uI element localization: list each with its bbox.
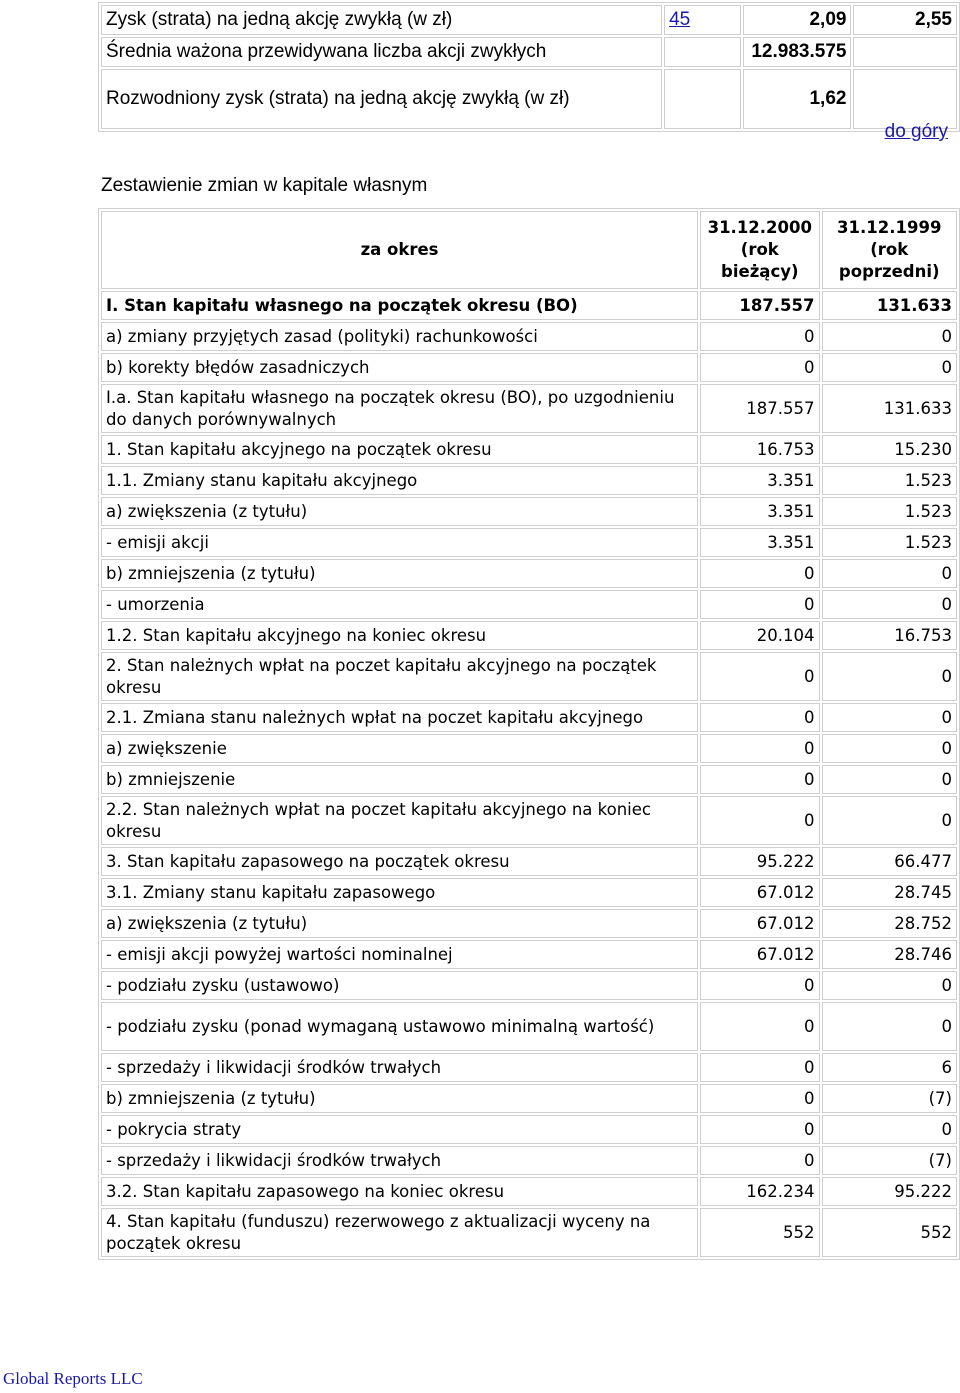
value-current: 1,62 xyxy=(743,69,852,129)
value-previous: 0 xyxy=(822,734,958,763)
row-label: - sprzedaży i likwidacji środków trwałych xyxy=(101,1053,698,1082)
table-row xyxy=(101,703,957,732)
value-current: 0 xyxy=(700,652,819,701)
row-label: - umorzenia xyxy=(101,590,698,619)
table-row xyxy=(101,1177,957,1206)
row-label: 2.1. Zmiana stanu należnych wpłat na poczet kapitału akcyjnego xyxy=(101,703,698,732)
value-current: 162.234 xyxy=(700,1177,819,1206)
value-current: 95.222 xyxy=(700,847,819,876)
value-previous: 0 xyxy=(822,559,958,588)
value-previous: 15.230 xyxy=(822,435,958,464)
value-current: 187.557 xyxy=(700,291,819,320)
value-current: 16.753 xyxy=(700,435,819,464)
value-previous xyxy=(853,37,957,67)
table-row xyxy=(101,291,957,320)
row-label: a) zwiększenia (z tytułu) xyxy=(101,497,698,526)
value-previous: 28.746 xyxy=(822,940,958,969)
value-current: 0 xyxy=(700,1084,819,1113)
value-previous: 131.633 xyxy=(822,384,958,433)
value-previous: 66.477 xyxy=(822,847,958,876)
value-previous: 0 xyxy=(822,765,958,794)
value-previous: 28.745 xyxy=(822,878,958,907)
value-current: 3.351 xyxy=(700,528,819,557)
table-row xyxy=(101,878,957,907)
value-previous: 0 xyxy=(822,322,958,351)
row-label: 2.2. Stan należnych wpłat na poczet kapitału akcyjnego na koniec okresu xyxy=(101,796,698,845)
table-row xyxy=(101,559,957,588)
value-current: 0 xyxy=(700,1146,819,1175)
value-current: 0 xyxy=(700,1053,819,1082)
table-row xyxy=(101,69,957,129)
value-previous: 0 xyxy=(822,652,958,701)
row-label: Średnia ważona przewidywana liczba akcji zwykłych xyxy=(101,37,662,67)
table-row xyxy=(101,528,957,557)
table-row xyxy=(101,621,957,650)
value-previous: 2,55 xyxy=(853,5,957,35)
value-previous: 0 xyxy=(822,353,958,382)
table-row xyxy=(101,652,957,701)
row-label: - sprzedaży i likwidacji środków trwałych xyxy=(101,1146,698,1175)
table-row xyxy=(101,5,957,35)
table-row xyxy=(101,384,957,433)
value-previous: 0 xyxy=(822,703,958,732)
row-label: b) zmniejszenie xyxy=(101,765,698,794)
table-row xyxy=(101,1053,957,1082)
row-label: a) zmiany przyjętych zasad (polityki) rachunkowości xyxy=(101,322,698,351)
row-label: - emisji akcji powyżej wartości nominalnej xyxy=(101,940,698,969)
value-previous: 1.523 xyxy=(822,466,958,495)
value-current: 0 xyxy=(700,765,819,794)
table-row xyxy=(101,1115,957,1144)
table-row xyxy=(101,353,957,382)
table-row xyxy=(101,847,957,876)
row-label: 3. Stan kapitału zapasowego na początek okresu xyxy=(101,847,698,876)
row-label: Zysk (strata) na jedną akcję zwykłą (w zł) xyxy=(101,5,662,35)
value-previous: 0 xyxy=(822,971,958,1000)
row-label: I.a. Stan kapitału własnego na początek okresu (BO), po uzgodnieniu do danych porównywalnych xyxy=(101,384,698,433)
value-previous: (7) xyxy=(822,1084,958,1113)
table-row xyxy=(101,37,957,67)
table-row xyxy=(101,1084,957,1113)
row-label: 1. Stan kapitału akcyjnego na początek okresu xyxy=(101,435,698,464)
row-label: 2. Stan należnych wpłat na poczet kapitału akcyjnego na początek okresu xyxy=(101,652,698,701)
value-previous xyxy=(853,69,957,129)
header-row xyxy=(101,211,957,289)
value-previous: (7) xyxy=(822,1146,958,1175)
table-row xyxy=(101,765,957,794)
note-link[interactable]: 45 xyxy=(669,9,691,30)
table-row xyxy=(101,1002,957,1051)
row-label: 4. Stan kapitału (funduszu) rezerwowego z aktualizacji wyceny na początek okresu xyxy=(101,1208,698,1257)
value-current: 67.012 xyxy=(700,940,819,969)
row-label: b) korekty błędów zasadniczych xyxy=(101,353,698,382)
table-row xyxy=(101,322,957,351)
table-row xyxy=(101,497,957,526)
value-current: 0 xyxy=(700,353,819,382)
row-label: 1.2. Stan kapitału akcyjnego na koniec okresu xyxy=(101,621,698,650)
value-current: 0 xyxy=(700,322,819,351)
footer-brand: Global Reports LLC xyxy=(3,1369,143,1388)
header-current: 31.12.2000 (rok bieżący) xyxy=(700,211,819,289)
value-current: 0 xyxy=(700,703,819,732)
value-previous: 131.633 xyxy=(822,291,958,320)
row-label: a) zwiększenie xyxy=(101,734,698,763)
value-current: 0 xyxy=(700,1002,819,1051)
value-current: 3.351 xyxy=(700,466,819,495)
table-row xyxy=(101,1208,957,1257)
value-current: 67.012 xyxy=(700,909,819,938)
value-current: 0 xyxy=(700,796,819,845)
value-previous: 0 xyxy=(822,1115,958,1144)
row-label: - podziału zysku (ponad wymaganą ustawowo minimalną wartość) xyxy=(101,1002,698,1051)
value-current: 187.557 xyxy=(700,384,819,433)
value-current: 20.104 xyxy=(700,621,819,650)
row-label: 1.1. Zmiany stanu kapitału akcyjnego xyxy=(101,466,698,495)
equity-changes-table xyxy=(98,208,960,1260)
value-previous: 16.753 xyxy=(822,621,958,650)
row-label: a) zwiększenia (z tytułu) xyxy=(101,909,698,938)
section-title: Zestawienie zmian w kapitale własnym xyxy=(101,175,428,196)
table-row xyxy=(101,971,957,1000)
table-row xyxy=(101,734,957,763)
table-row xyxy=(101,1146,957,1175)
value-previous: 1.523 xyxy=(822,528,958,557)
value-current: 0 xyxy=(700,734,819,763)
value-current: 0 xyxy=(700,590,819,619)
row-label: Rozwodniony zysk (strata) na jedną akcję zwykłą (w zł) xyxy=(101,69,662,129)
note-cell xyxy=(664,37,741,67)
value-current: 67.012 xyxy=(700,878,819,907)
row-label: 3.2. Stan kapitału zapasowego na koniec okresu xyxy=(101,1177,698,1206)
value-current: 3.351 xyxy=(700,497,819,526)
value-current: 2,09 xyxy=(743,5,852,35)
value-previous: 0 xyxy=(822,1002,958,1051)
table-row xyxy=(101,466,957,495)
row-label: - pokrycia straty xyxy=(101,1115,698,1144)
back-to-top-link[interactable]: do góry xyxy=(884,121,948,142)
value-previous: 552 xyxy=(822,1208,958,1257)
table-row xyxy=(101,909,957,938)
value-previous: 1.523 xyxy=(822,497,958,526)
row-label: I. Stan kapitału własnego na początek okresu (BO) xyxy=(101,291,698,320)
value-current: 12.983.575 xyxy=(743,37,852,67)
value-previous: 28.752 xyxy=(822,909,958,938)
value-current: 0 xyxy=(700,971,819,1000)
value-previous: 0 xyxy=(822,590,958,619)
row-label: - emisji akcji xyxy=(101,528,698,557)
value-previous: 0 xyxy=(822,796,958,845)
row-label: - podziału zysku (ustawowo) xyxy=(101,971,698,1000)
table-row xyxy=(101,590,957,619)
value-current: 552 xyxy=(700,1208,819,1257)
header-period: za okres xyxy=(101,211,698,289)
row-label: b) zmniejszenia (z tytułu) xyxy=(101,1084,698,1113)
value-previous: 6 xyxy=(822,1053,958,1082)
row-label: b) zmniejszenia (z tytułu) xyxy=(101,559,698,588)
value-current: 0 xyxy=(700,1115,819,1144)
row-label: 3.1. Zmiany stanu kapitału zapasowego xyxy=(101,878,698,907)
table-row xyxy=(101,435,957,464)
table-row xyxy=(101,940,957,969)
table-row xyxy=(101,796,957,845)
note-cell xyxy=(664,5,741,35)
eps-table xyxy=(98,2,960,132)
value-previous: 95.222 xyxy=(822,1177,958,1206)
header-previous: 31.12.1999 (rok poprzedni) xyxy=(822,211,958,289)
value-current: 0 xyxy=(700,559,819,588)
note-cell xyxy=(664,69,741,129)
equity-body xyxy=(101,291,957,1257)
